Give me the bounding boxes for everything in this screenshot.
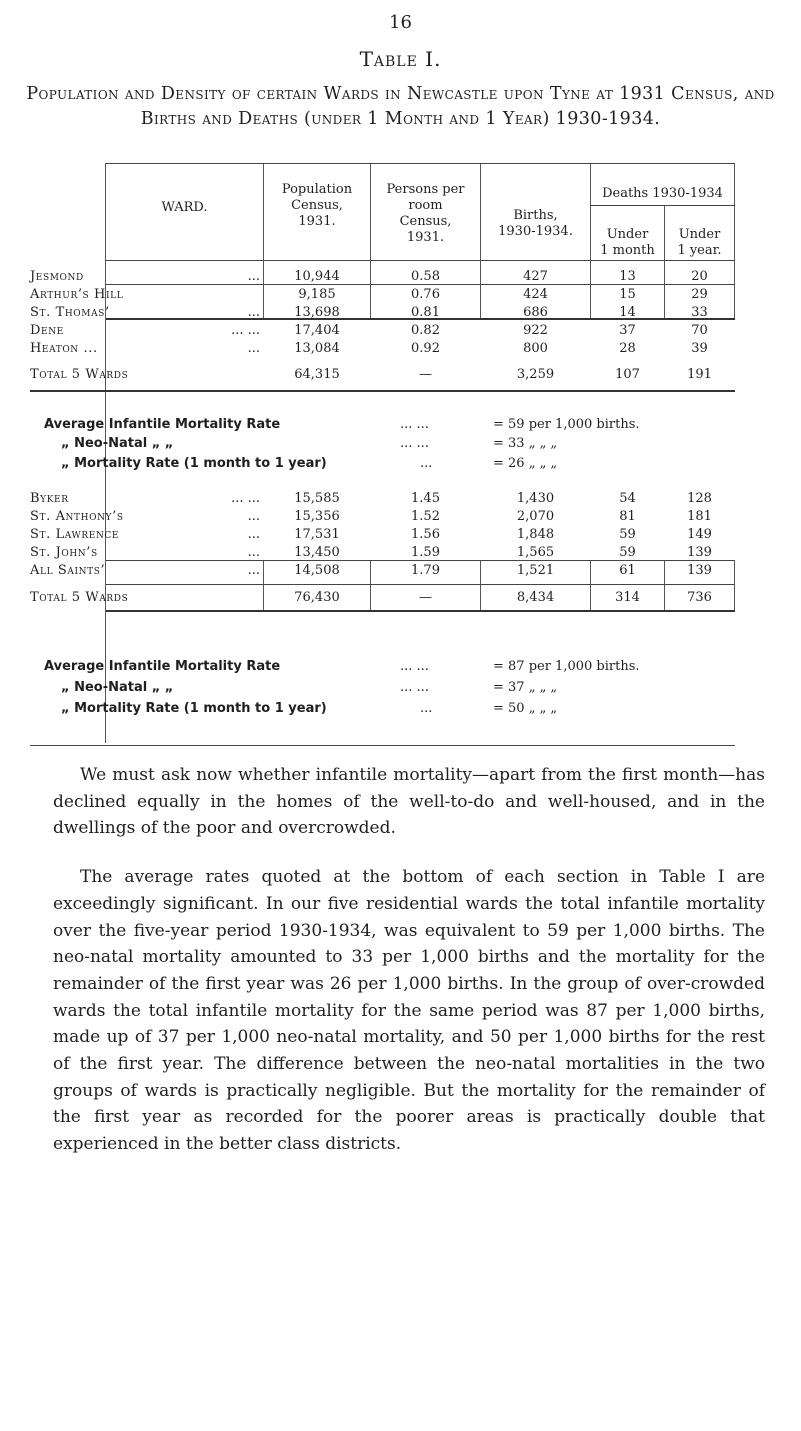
col-header-ward: WARD.: [161, 200, 208, 215]
table-title: Table I.: [359, 47, 442, 71]
table-heading: Population and Density of certain Wards in Newcastle upon Tyne at 1931 Census, and Births and Deaths (under 1 Month and 1 Year) 1930-1934.: [26, 84, 775, 129]
paragraph: The average rates quoted at the bottom of each section in Table I are exceedingly significant. In our five residential wards the total infantile mortality over the five-year period 1930-1934, was equivalent to 59 per 1,000 births. The neo-natal mortality amounted to 33 per 1,000 births and the mortality for the remainder of the first year was 26 per 1,000 births. In the group of over-crowded wards the total infantile mortality for the same period was 87 per 1,000 births, made up of 37 per 1,000 neo-natal mortality, and 50 per 1,000 births for the rest of the first year. The difference between the neo-natal mortalities in the two groups of wards is practically negligible. But the mortality for the remainder of the first year as recorded for the poorer areas is practically double that experienced in the better class districts.: [53, 867, 765, 1155]
paragraph: We must ask now whether infantile mortality—apart from the first month—has declined equally in the homes of the well-to-do and well-housed, and in the dwellings of the poor and overcrowded.: [53, 765, 765, 839]
body-text: [53, 762, 765, 1158]
col-header-under-year: Under 1 year.: [677, 227, 722, 258]
col-header-deaths: Deaths 1930-1934: [602, 186, 723, 201]
col-header-persons-per-room: Persons per room Census, 1931.: [386, 182, 465, 245]
col-header-population: Population Census, 1931.: [281, 182, 353, 229]
page-number: 16: [389, 12, 412, 33]
table-left-border: [105, 163, 106, 743]
col-header-births: Births, 1930-1934.: [498, 208, 573, 239]
col-header-under-month: Under 1 month: [600, 227, 655, 258]
